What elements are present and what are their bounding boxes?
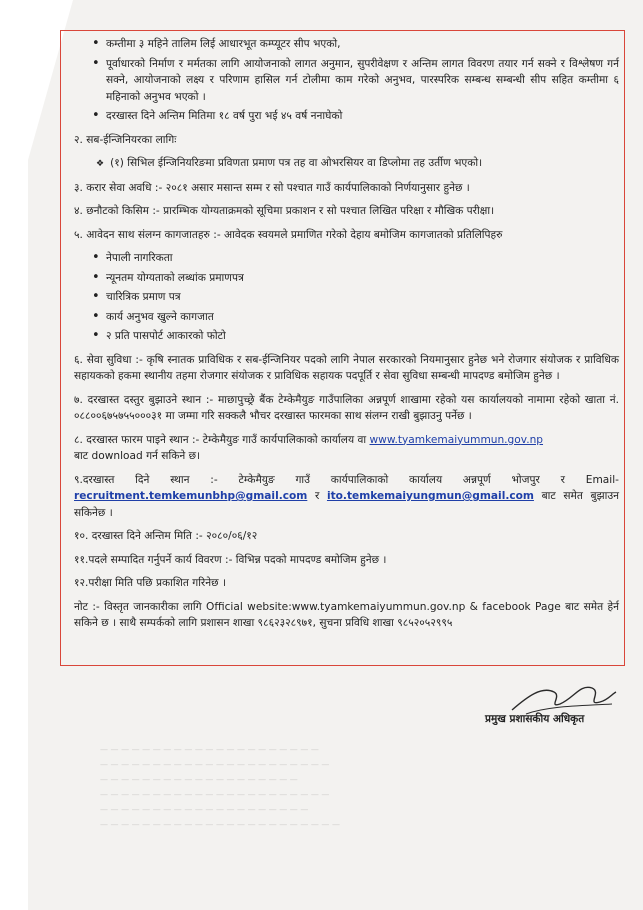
note-text: नोट :- विस्तृत जानकारीका लागि Official website:www.tyamkemaiyummun.gov.np & facebook Page बाट समेत हेर्न सकिने छ । साथै सम्पर्कको लागि प्रशासन शाखा ९८६२३२८९७१, सुचना प्रविधि शाखा ९८५२०५२९९५ [74, 600, 619, 629]
list-item: • नेपाली नागरिकता [92, 250, 619, 267]
diamond-bullet-icon: ❖ [96, 159, 105, 169]
list-item: • कम्तीमा ३ महिने तालिम लिई आधारभूत कम्प्यूटर सीप भएको, [92, 36, 619, 53]
section-deadline: १०. दरखास्त दिने अन्तिम मिति :- २०८०/०६/१२ [74, 530, 258, 542]
section-documents-heading: ५. आवेदन साथ संलग्न कागजातहरु :- आवेदक स्वयमले प्रमाणित गरेको देहाय बमोजिम कागजातको प्रतिलिपिहरु [74, 228, 503, 241]
section-submission-location: ९.दरखास्त दिने स्थान :- टेम्केमैयुङ गाउँ कार्यपालिकाको कार्यालय अन्नपूर्ण भोजपुर र Email- recruitment.temkemunbhp@gmail.com र ito.temkemaiyungmun@gmail.com बाट समेत बुझाउन सकिनेछ । [74, 473, 620, 519]
section-sub-engineer-item: ❖ (१) सिभिल ईन्जिनियरिङमा प्रविणता प्रमाण पत्र तह वा ओभरसियर वा डिप्लोमा तह उर्तीण भएको। [96, 157, 483, 169]
section-sub-engineer-heading: २. सब-ईन्जिनियरका लागिः [74, 133, 177, 146]
list-item: • चारित्रिक प्रमाण पत्र [92, 289, 619, 306]
list-item: • २ प्रति पासपोर्ट आकारको फोटो [92, 328, 619, 345]
bleed-through-text: — — — — — — — — — — — — — — — — — — — — — — — — — — — — — — — — — — — — — — — — — — — — — — — — — — — — — — — — — — — — — — — — — — — — — — — — — — — — — — — — — — — — — — — — — — — — — — — — — — — — — — — — — — — — — — — — — — — — — — — — — — — — — — — [100, 745, 340, 829]
section-exam-date: १२.परीक्षा मिति पछि प्रकाशित गरिनेछ । [74, 577, 226, 589]
qualification-list [74, 36, 619, 125]
website-link[interactable]: www.tyamkemaiyummun.gov.np [369, 433, 544, 446]
section-benefits: ६. सेवा सुविधा :- कृषि स्नातक प्राविधिक र सब-ईन्जिनियर पदको लागि नेपाल सरकारको नियमानुसार हुनेछ भने रोजगार संयोजक र प्राविधिक सहायकको हकमा स्थानीय तहमा रोजगार संयोजक र प्राविधिक सहायक पदपूर्ति र सेवा सुविधा सम्बन्धी मापदण्ड बमोजिम हुनेछ । [74, 353, 619, 382]
section-form-location: ८. दरखास्त फारम पाइने स्थान :- टेम्केमैयुङ गाउँ कार्यपालिकाको कार्यालय वा www.tyamkemaiyummun.gov.np बाट download गर्न सकिने छ। [74, 433, 544, 462]
section-fee-deposit: ७. दरखास्त दस्तुर बुझाउने स्थान :- माछापुच्छ्रे बैंक टेम्केमैयुङ गाउँपालिका अन्नपूर्ण शाखामा रहेको यस कार्यालयको नामामा रहेको खाता नं. ०८८००६७५७५५०००३१ मा जम्मा गरि सक्कलै भौचर दरखास्त फारमका साथ संलग्न राखी बुझाउनु पर्नेछ । [74, 393, 619, 422]
documents-list [74, 250, 619, 345]
section-job-description: ११.पदले सम्पादित गर्नुपर्ने कार्य विवरण :- विभिन्न पदको मापदण्ड बमोजिम हुनेछ । [74, 553, 387, 566]
list-item: • न्यूनतम योग्यताको लब्धांक प्रमाणपत्र [92, 270, 619, 287]
signatory-title: प्रमुख प्रशासकीय अधिकृत [485, 713, 585, 725]
section-selection-type: ४. छनौटको किसिम :- प्रारम्भिक योग्यताक्रमको सूचिमा प्रकाशन र सो पश्चात लिखित परिक्षा र मौखिक परीक्षा। [74, 205, 495, 217]
section-contract-period: ३. करार सेवा अवधि :- २०८१ असार मसान्त सम्म र सो पश्चात गाउँ कार्यपालिकाको निर्णयानुसार हुनेछ । [74, 181, 470, 194]
ito-email-link[interactable]: ito.temkemaiyungmun@gmail.com [326, 490, 534, 502]
notice-body [74, 36, 619, 639]
list-item: • कार्य अनुभव खुल्ने कागजात [92, 309, 619, 326]
list-item: • दरखास्त दिने अन्तिम मितिमा १८ वर्ष पुरा भई ४५ वर्ष ननाघेको [92, 108, 619, 125]
list-item: • पूर्वाधारको निर्माण र मर्मतका लागि आयोजनाको लागत अनुमान, सुपरीवेक्षण र अन्तिम लागत विवरण तयार गर्न सक्ने र विश्लेषण गर्न सक्ने, आयोजनाको लक्ष्य र परिणाम हासिल गर्न टोलीमा काम गरेको अनुभव, पारस्परिक सम्बन्ध सम्बन्धी सीप सहित कम्तीमा ६ महिनाको अनुभव भएको । [92, 56, 619, 106]
recruitment-email-link[interactable]: recruitment.temkemunbhp@gmail.com [74, 490, 308, 502]
